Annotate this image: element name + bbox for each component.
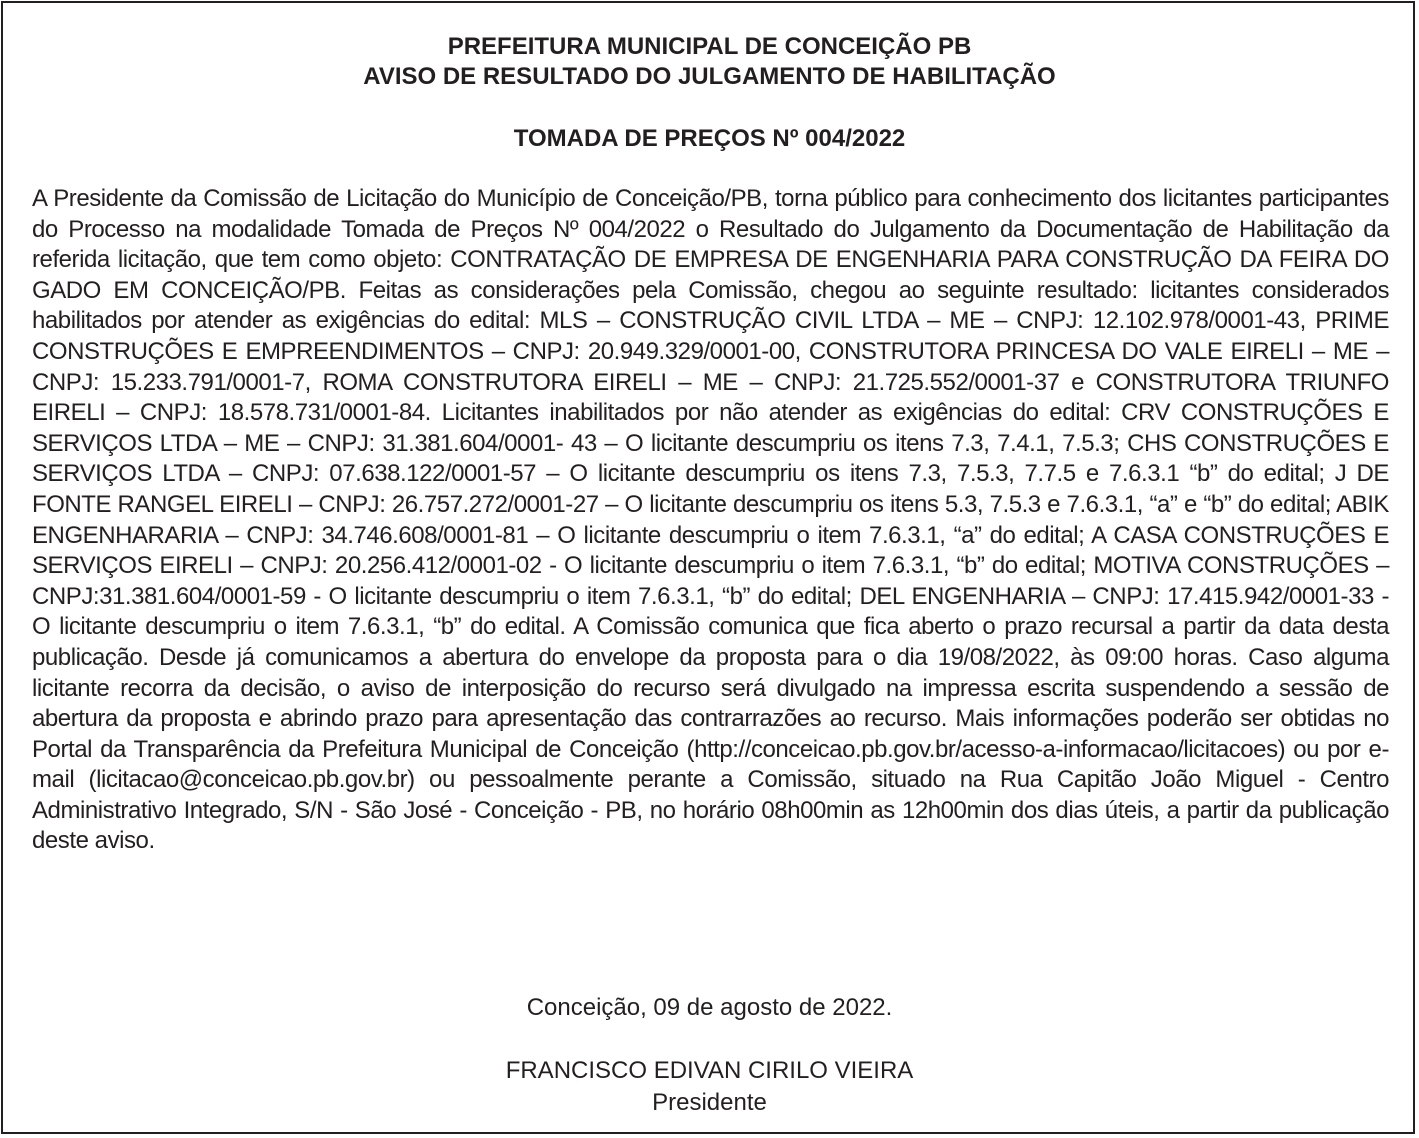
notice-body-paragraph: A Presidente da Comissão de Licitação do Município de Conceição/PB, torna público para conhecimento dos licitantes participantes do Processo na modalidade Tomada de Preços Nº 004/2022 o Resultado do Julgamento da Documentação de Habilitação da referida licitação, que tem como objeto: CONTRATAÇÃO DE EMPRESA DE ENGENHARIA PARA CONSTRUÇÃO DA FEIRA DO GADO EM CONCEIÇÃO/PB. Feitas as considerações pela Comissão, chegou ao seguinte resultado: licitantes considerados habilitados por atender as exigências do edital: MLS – CONSTRUÇÃO CIVIL LTDA – ME – CNPJ: 12.102.978/0001-43, PRIME CONSTRUÇÕES E EMPREENDIMENTOS – CNPJ: 20.949.329/0001-00, CONSTRUTORA PRINCESA DO VALE EIRELI – ME – CNPJ: 15.233.791/0001-7, ROMA CONSTRUTORA EIRELI – ME – CNPJ: 21.725.552/0001-37 e CONSTRUTORA TRIUNFO EIRELI – CNPJ: 18.578.731/0001-84. Licitantes inabilitados por não atender as exigências do edital: CRV CONSTRUÇÕES E SERVIÇOS LTDA – ME – CNPJ: 31.381.604/0001- 43 – O licitante descumpriu os itens 7.3, 7.4.1, 7.5.3; CHS CONSTRUÇÕES E SERVIÇOS LTDA – CNPJ: 07.638.122/0001-57 – O licitante descumpriu os itens 7.3, 7.5.3, 7.7.5 e 7.6.3.1 “b” do edital; J DE FONTE RANGEL EIRELI – CNPJ: 26.757.272/0001-27 – O licitante descumpriu os itens 5.3, 7.5.3 e 7.6.3.1, “a” e “b” do edital; ABIK ENGENHARARIA – CNPJ: 34.746.608/0001-81 – O licitante descumpriu o item 7.6.3.1, “a” do edital; A CASA CONSTRUÇÕES E SERVIÇOS EIRELI – CNPJ: 20.256.412/0001-02 - O licitante descumpriu o item 7.6.3.1, “b” do edital; MOTIVA CONSTRUÇÕES – CNPJ:31.381.604/0001-59 - O licitante descumpriu o item 7.6.3.1, “b” do edital; DEL ENGENHARIA – CNPJ: 17.415.942/0001-33 - O licitante descumpriu o item 7.6.3.1, “b” do edital. A Comissão comunica que fica aberto o prazo recursal a partir da data desta publicação. Desde já comunicamos a abertura do envelope da proposta para o dia 19/08/2022, às 09:00 horas. Caso alguma licitante recorra da decisão, o aviso de interposição do recurso será divulgado na impressa escrita suspendendo a sessão de abertura da proposta e abrindo prazo para apresentação das contrarrazões ao recurso. Mais informações poderão ser obtidas no Portal da Transparência da Prefeitura Municipal de Conceição (http://conceicao.pb.gov.br/acesso-a-informacao/licitacoes) ou por e-mail (licitacao@conceicao.pb.gov.br) ou pessoalmente perante a Comissão, situado na Rua Capitão João Miguel - Centro Administrativo Integrado, S/N - São José - Conceição - PB, no horário 08h00min as 12h00min dos dias úteis, a partir da publicação deste aviso. (32, 185, 1389, 855)
municipality-heading: PREFEITURA MUNICIPAL DE CONCEIÇÃO PB (447, 33, 972, 60)
place-date: Conceição, 09 de agosto de 2022. (526, 994, 893, 1021)
tender-number-heading: TOMADA DE PREÇOS Nº 004/2022 (513, 125, 906, 152)
notice-title: AVISO DE RESULTADO DO JULGAMENTO DE HABILITAÇÃO (363, 63, 1056, 90)
signatory-name: FRANCISCO EDIVAN CIRILO VIEIRA (505, 1057, 914, 1084)
signatory-role: Presidente (652, 1089, 767, 1116)
